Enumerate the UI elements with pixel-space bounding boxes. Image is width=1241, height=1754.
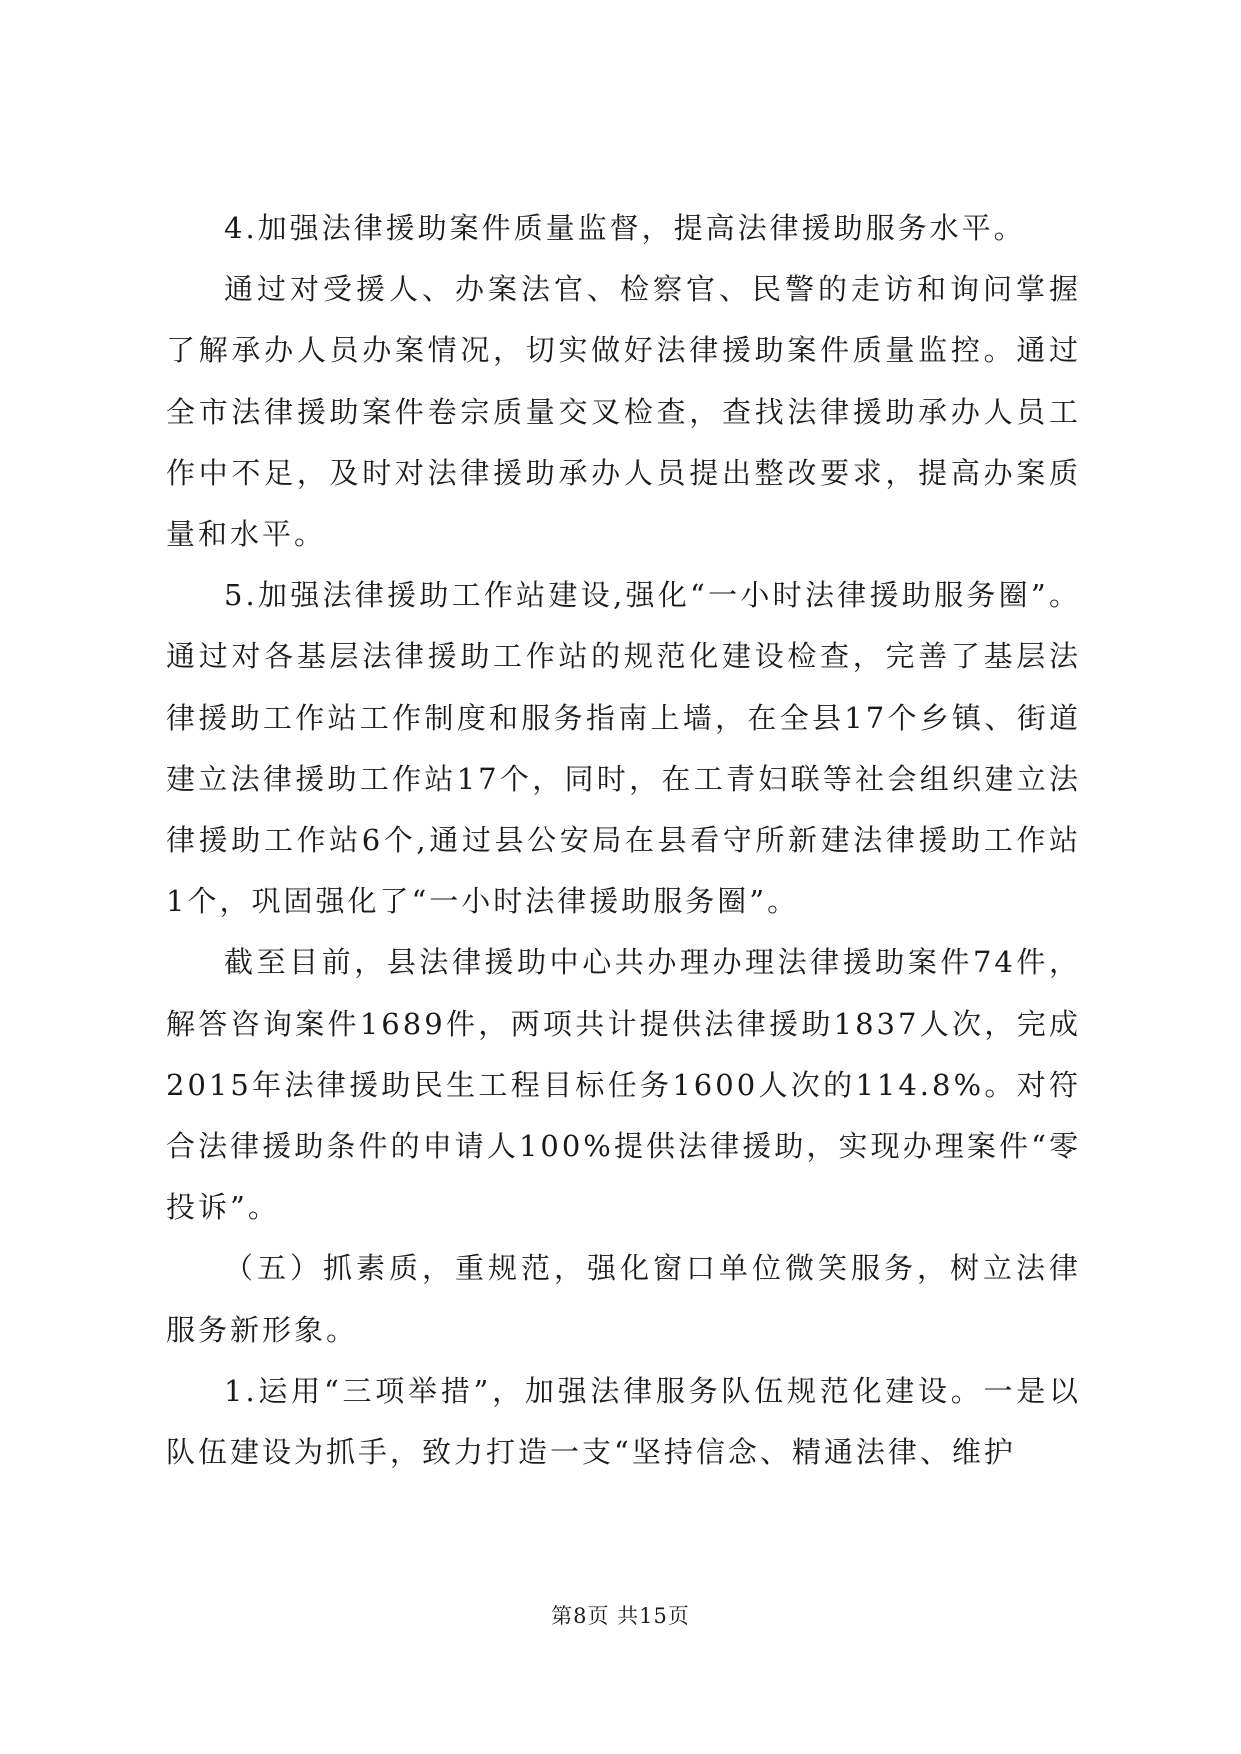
paragraph-workstation: 5.加强法律援助工作站建设,强化“一小时法律援助服务圈”。通过对各基层法律援助工作站的规范化建设检查，完善了基层法律援助工作站工作制度和服务指南上墙，在全县17个乡镇、街道建立法律援助工作站17个，同时，在工青妇联等社会组织建立法律援助工作站6个,通过县公安局在县看守所新建法律援助工作站1个，巩固强化了“一小时法律援助服务圈”。 xyxy=(166,578,1081,919)
paragraph-three-measures: 1.运用“三项举措”，加强法律服务队伍规范化建设。一是以队伍建设为抓手，致力打造一支“坚持信念、精通法律、维护 xyxy=(166,1373,1081,1470)
paragraph-quality-heading: 4.加强法律援助案件质量监督，提高法律援助服务水平。 xyxy=(224,211,1026,245)
paragraph-statistics: 截至目前，县法律援助中心共办理办理法律援助案件74件，解答咨询案件1689件，两项共计提供法律援助1837人次，完成2015年法律援助民生工程目标任务1600人次的114.8%。对符合法律援助条件的申请人100%提供法律援助，实现办理案件“零投诉”。 xyxy=(166,945,1081,1225)
page-body xyxy=(166,198,1081,1483)
page-footer: 第8页 共15页 xyxy=(551,1604,690,1628)
paragraph-quality-body: 通过对受援人、办案法官、检察官、民警的走访和询问掌握了解承办人员办案情况，切实做好法律援助案件质量监控。通过全市法律援助案件卷宗质量交叉检查，查找法律援助承办人员工作中不足，及时对法律援助承办人员提出整改要求，提高办案质量和水平。 xyxy=(166,272,1081,552)
paragraph-section-five: （五）抓素质，重规范，强化窗口单位微笑服务，树立法律服务新形象。 xyxy=(166,1251,1081,1347)
